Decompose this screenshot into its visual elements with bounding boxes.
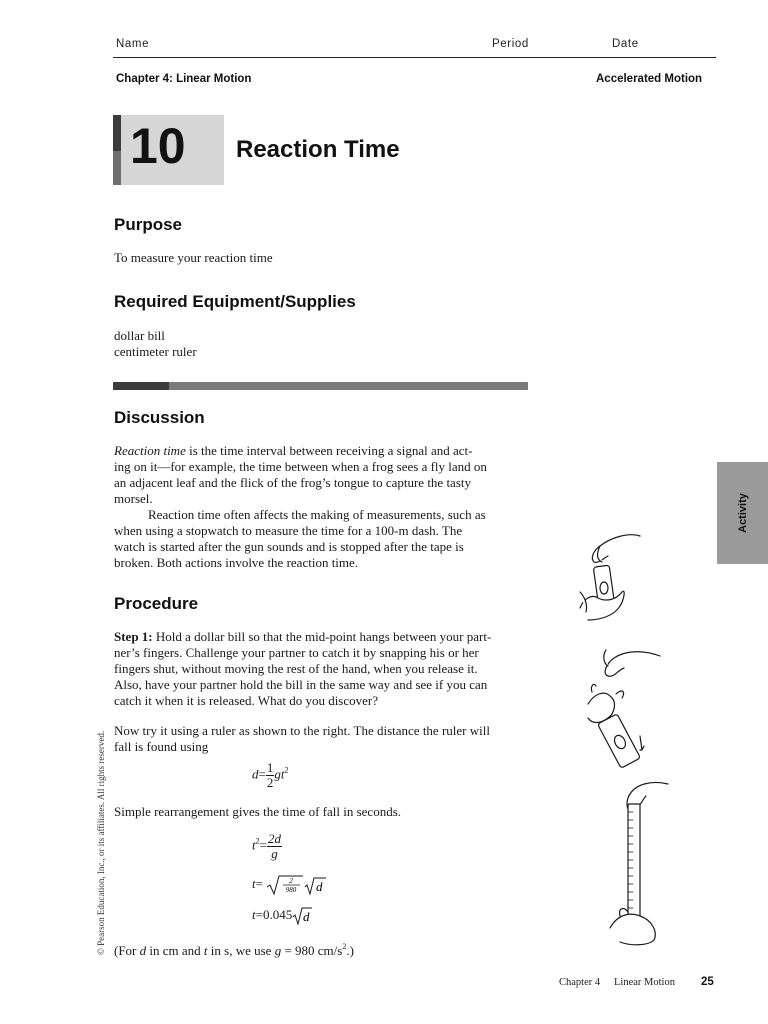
dropping-finger [604, 650, 608, 666]
equation-time-root [252, 874, 326, 896]
ruler-line: Now try it using a ruler as shown to the right. The distance the ruler will [114, 723, 490, 738]
eq-variable: d [252, 766, 259, 782]
footer-topic: Linear Motion [614, 977, 675, 988]
eq-exponent: 2 [284, 765, 289, 775]
header-rule [113, 57, 716, 58]
step-1-line: ner’s fingers. Challenge your partner to catch it by snapping his or her [114, 645, 479, 660]
discussion-line: Reaction time often affects the making of measurements, such as [148, 507, 486, 522]
step-1-paragraph [114, 629, 544, 709]
equation-time-squared [252, 832, 282, 861]
discussion-line: is the time interval between receiving a signal and act- [185, 443, 473, 458]
note-text: in cm and [146, 943, 204, 958]
eq-numerator: 2 [289, 877, 293, 885]
eq-numerator: 2d [267, 831, 281, 846]
equation-time-final [252, 906, 312, 926]
activity-side-tab-label [717, 462, 768, 564]
note-variable: t [203, 943, 208, 958]
discussion-line: an adjacent leaf and the flick of the frog’s tongue to capture the tasty [114, 475, 471, 490]
procedure-heading: Procedure [114, 594, 199, 613]
eq-radicand: d [303, 909, 310, 924]
date-label: Date [612, 38, 639, 50]
equipment-item: centimeter ruler [114, 344, 197, 359]
catching-hand [610, 914, 655, 945]
eq-variable: t [252, 906, 256, 922]
units-note [114, 939, 354, 959]
step-1-line: fingers shut, without moving the rest of the hand, when you release it. [114, 661, 478, 676]
activity-number: 10 [130, 118, 186, 174]
page-number: 25 [701, 976, 714, 988]
reaction-time-term: Reaction time [114, 443, 186, 458]
step-1-line: catch it when it is released. What do you discover? [114, 693, 379, 708]
name-label: Name [116, 38, 150, 50]
discussion-heading: Discussion [114, 408, 205, 427]
ruler-line: fall is found using [114, 739, 209, 754]
eq-equals: = [255, 906, 263, 922]
discussion-paragraph-1 [114, 443, 534, 571]
equation-distance [252, 761, 288, 790]
ruler [628, 804, 640, 924]
section-divider-accent [113, 382, 169, 390]
eq-radicand: d [316, 879, 323, 894]
eq-equals: = [258, 766, 266, 782]
eq-coefficient: 0.045 [262, 906, 293, 922]
note-text: (For [114, 943, 140, 958]
step-1-label: Step 1: [114, 629, 153, 644]
eq-denominator: 980 [285, 886, 297, 894]
eq-equals: = [259, 837, 267, 853]
chapter-label: Chapter 4: Linear Motion [116, 73, 252, 85]
discussion-line: ing on it—for example, the time between when a frog sees a fly land on [114, 459, 487, 474]
period-label: Period [492, 38, 529, 50]
eq-exponent: 2 [255, 836, 260, 846]
note-exponent: 2 [342, 942, 347, 951]
eq-term: gt [274, 766, 285, 782]
hands-illustration [570, 528, 670, 948]
equipment-item: dollar bill [114, 328, 165, 343]
ruler-paragraph [114, 723, 544, 755]
activity-title: Reaction Time [236, 136, 400, 163]
dropping-hand [605, 652, 660, 677]
discussion-line: when using a stopwatch to measure the time for a 100-m dash. The [114, 523, 463, 538]
copyright-notice: © Pearson Education, Inc., or its affiliates. All rights reserved. [96, 730, 106, 955]
eq-equals: = [255, 875, 263, 891]
discussion-line: watch is started after the gun sounds and is stopped after the tape is [114, 539, 464, 554]
eq-denominator: g [271, 846, 278, 861]
bill-drop-illustration [588, 650, 660, 768]
equipment-heading: Required Equipment/Supplies [114, 292, 356, 311]
section-divider [169, 382, 528, 390]
footer-chapter: Chapter 4 [559, 977, 601, 988]
purpose-text: To measure your reaction time [114, 250, 273, 265]
motion-arrow [640, 736, 644, 750]
discussion-line: morsel. [114, 491, 153, 506]
purpose-heading: Purpose [114, 215, 183, 234]
discussion-line: broken. Both actions involve the reaction time. [114, 555, 359, 570]
radical-sign-group [266, 874, 326, 896]
note-text: in s, we use [207, 943, 275, 958]
note-variable: g [274, 943, 282, 958]
dollar-bill-catch-illustration [580, 535, 640, 620]
note-text: = 980 cm/s [281, 943, 343, 958]
tab-label-text: Activity [736, 493, 749, 533]
ruler-catch-illustration [610, 782, 668, 944]
eq-variable: t [252, 875, 256, 891]
eq-variable: t [252, 837, 256, 853]
activity-number-bar-accent [113, 115, 121, 151]
note-variable: d [139, 943, 147, 958]
eq-denominator: 2 [266, 775, 274, 790]
radical-sign-group [292, 906, 312, 926]
section-label: Accelerated Motion [596, 73, 703, 85]
bill-portrait [600, 582, 608, 594]
note-text: .) [346, 943, 354, 958]
eq-numerator: 1 [266, 760, 274, 775]
rearrangement-text: Simple rearrangement gives the time of fall in seconds. [114, 804, 401, 819]
step-1-line: Hold a dollar bill so that the mid-point hangs between your part- [152, 629, 492, 644]
step-1-line: Also, have your partner hold the bill in the same way and see if you can [114, 677, 488, 692]
